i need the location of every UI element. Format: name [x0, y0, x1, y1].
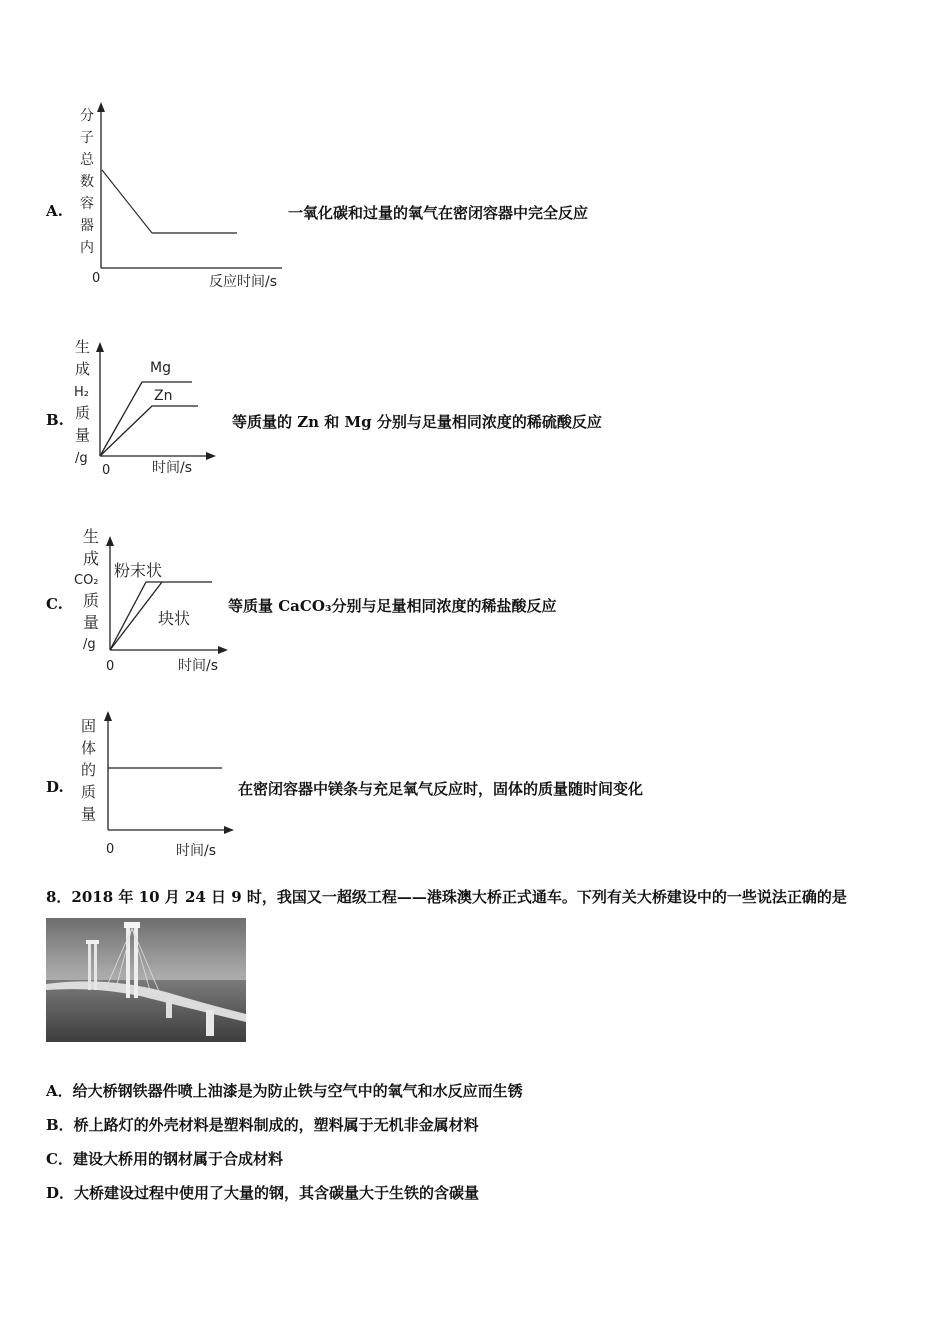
origin-label: 0 — [92, 271, 101, 286]
series-label-mg: Mg — [150, 360, 171, 376]
origin-label: 0 — [106, 659, 115, 674]
ylabel-char: /g — [75, 451, 88, 466]
option-letter: C. — [46, 595, 63, 613]
option-c — [0, 520, 950, 680]
ylabel-char: 质 — [83, 591, 100, 610]
option-d — [0, 705, 950, 865]
ylabel-char: H₂ — [74, 385, 89, 400]
ylabel-char: 成 — [83, 549, 100, 568]
bridge-photo — [46, 918, 246, 1042]
ylabel-char: 的 — [81, 761, 97, 779]
ylabel-char: 生 — [75, 338, 91, 356]
ylabel-char: 生 — [83, 527, 100, 546]
ylabel-char: 总 — [80, 152, 94, 168]
y-axis-arrow — [96, 342, 104, 352]
ylabel-char: 量 — [81, 805, 97, 823]
q8-choice-a: A．给大桥钢铁器件喷上油漆是为防止铁与空气中的氧气和水反应而生锈 — [46, 1082, 523, 1100]
chart-d — [72, 705, 252, 865]
q8-choice-b: B．桥上路灯的外壳材料是塑料制成的，塑料属于无机非金属材料 — [46, 1116, 479, 1134]
x-axis-label: 时间/s — [152, 460, 193, 476]
option-text: 一氧化碳和过量的氧气在密闭容器中完全反应 — [288, 204, 589, 222]
q8-choice-d: D．大桥建设过程中使用了大量的钢，其含碳量大于生铁的含碳量 — [46, 1184, 480, 1202]
origin-label: 0 — [102, 463, 111, 478]
chart-b — [72, 334, 232, 484]
option-text: 等质量的 Zn 和 Mg 分别与足量相同浓度的稀硫酸反应 — [232, 413, 602, 431]
option-text: 等质量 CaCO₃分别与足量相同浓度的稀盐酸反应 — [228, 597, 557, 615]
origin-label: 0 — [106, 842, 115, 857]
option-letter: D. — [46, 778, 64, 796]
x-axis-label: 时间/s — [178, 658, 219, 674]
y-axis-arrow — [106, 536, 114, 546]
option-b — [0, 334, 950, 484]
ylabel-char: /g — [83, 637, 96, 652]
ylabel-char: 子 — [80, 130, 94, 146]
ylabel-char: 数 — [80, 174, 94, 190]
chart-c — [72, 520, 242, 680]
y-axis-arrow — [97, 102, 105, 112]
ylabel-char: 质 — [75, 404, 91, 422]
chart-a — [72, 100, 292, 300]
series-label-lump: 块状 — [158, 609, 191, 628]
ylabel-char: 质 — [81, 783, 97, 801]
option-a — [0, 100, 950, 300]
ylabel-char: 器 — [80, 218, 94, 234]
option-letter: B. — [46, 411, 64, 429]
ylabel-char: 内 — [80, 240, 94, 256]
ylabel-char: 成 — [75, 360, 91, 378]
q8-choice-c: C．建设大桥用的钢材属于合成材料 — [46, 1150, 283, 1168]
series-mg-line — [100, 382, 192, 456]
ylabel-char: 容 — [80, 196, 94, 212]
option-text: 在密闭容器中镁条与充足氧气反应时，固体的质量随时间变化 — [238, 780, 644, 798]
ylabel-char: 分 — [80, 108, 94, 124]
ylabel-char: 体 — [81, 739, 97, 757]
ylabel-char: CO₂ — [74, 573, 99, 588]
question-8-stem: 8．2018 年 10 月 24 日 9 时，我国又一超级工程——港珠澳大桥正式通车。下列有关大桥建设中的一些说法正确的是 — [46, 888, 847, 906]
x-axis-label: 时间/s — [176, 843, 217, 859]
ylabel-char: 量 — [75, 426, 91, 444]
x-axis-label: 反应时间/s — [209, 274, 278, 290]
x-axis-arrow — [206, 452, 216, 460]
series-label-powder: 粉末状 — [114, 561, 163, 580]
series-label-zn: Zn — [154, 388, 173, 404]
series-lump-line — [110, 582, 162, 650]
x-axis-arrow — [224, 826, 234, 834]
option-letter: A. — [46, 202, 63, 220]
x-axis-arrow — [218, 646, 228, 654]
curve-drop — [102, 170, 152, 233]
y-axis-arrow — [104, 711, 112, 721]
ylabel-char: 量 — [83, 613, 100, 632]
ylabel-char: 固 — [81, 717, 97, 735]
